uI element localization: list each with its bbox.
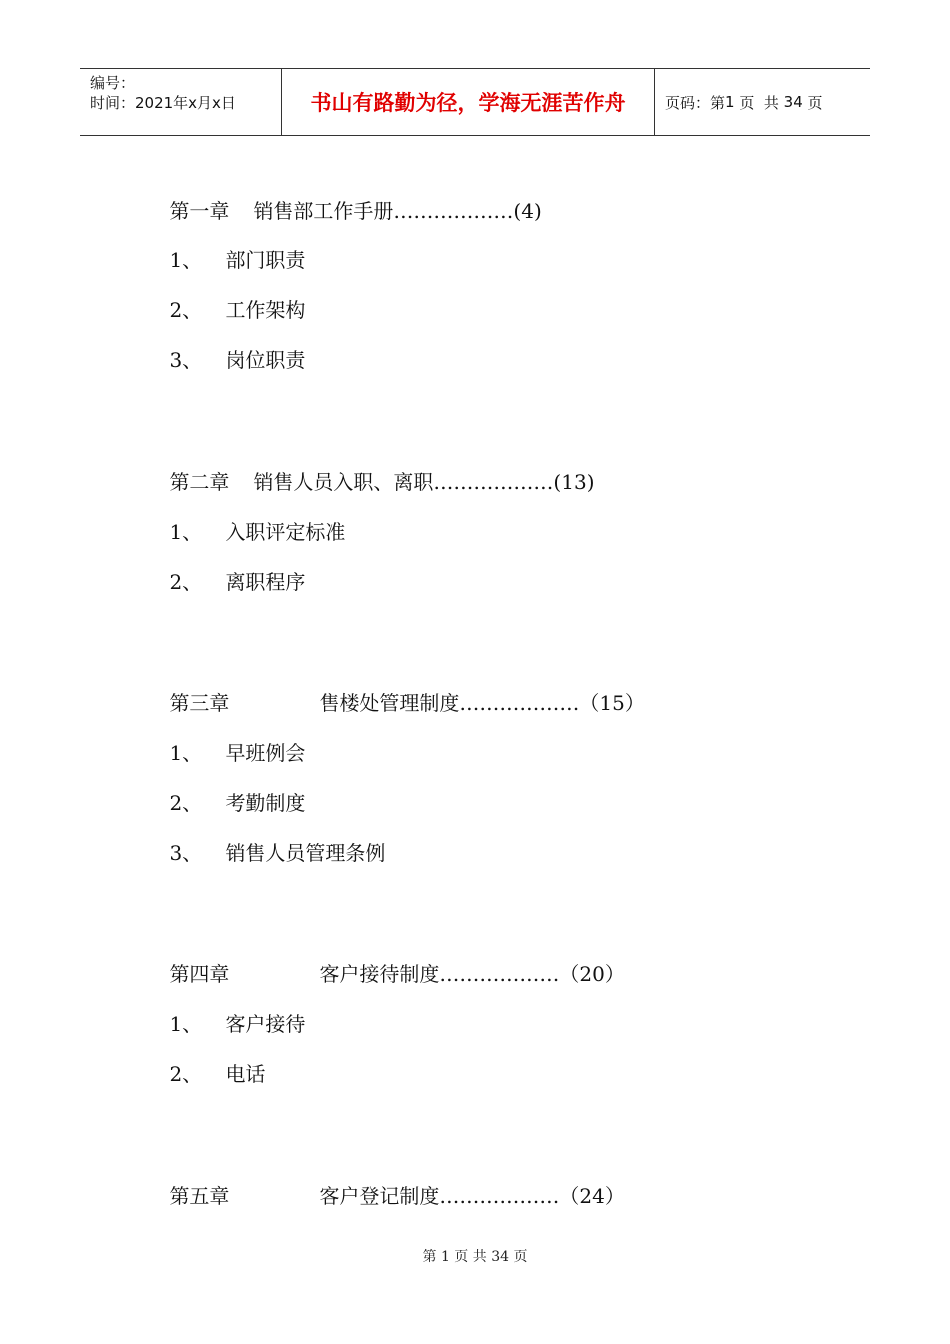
page-footer <box>0 1246 950 1266</box>
header-motto-cell <box>282 69 655 135</box>
item-text: 离职程序 <box>225 570 306 594</box>
header-meta <box>80 69 282 135</box>
item-text: 考勤制度 <box>225 791 306 815</box>
item-text: 岗位职责 <box>225 348 306 372</box>
page-label: 页码：第 <box>665 93 726 112</box>
item-number: 3、 <box>169 348 203 372</box>
item-number: 3、 <box>169 841 203 865</box>
item-text: 入职评定标准 <box>225 520 346 544</box>
footer-page-text: 第 1 页 共 34 页 <box>422 1249 528 1265</box>
item-text: 工作架构 <box>225 298 306 322</box>
chapter-title: 客户接待制度………………（20） <box>319 962 625 986</box>
chapter-label: 第二章 <box>169 470 230 494</box>
page-total: 34 <box>783 93 803 111</box>
page-mid: 页 共 <box>739 93 779 112</box>
item-number: 2、 <box>169 1062 203 1086</box>
chapter-label: 第五章 <box>169 1184 230 1208</box>
chapter-heading <box>144 1157 625 1235</box>
item-number: 1、 <box>169 1012 203 1036</box>
chapter-title: 客户登记制度………………（24） <box>319 1184 625 1208</box>
chapter-title: 售楼处管理制度………………（15） <box>319 691 645 715</box>
chapter-label: 第三章 <box>169 691 230 715</box>
item-text: 部门职责 <box>225 248 306 272</box>
motto-text: 书山有路勤为径，学海无涯苦作舟 <box>310 91 626 115</box>
item-text: 客户接待 <box>225 1012 306 1036</box>
item-number: 1、 <box>169 741 203 765</box>
list-item <box>144 814 385 892</box>
item-number: 2、 <box>169 791 203 815</box>
item-text: 电话 <box>225 1062 266 1086</box>
item-text: 早班例会 <box>225 741 306 765</box>
chapter-title: 销售人员入职、离职………………(13) <box>253 470 595 494</box>
page-number: 1 <box>725 93 735 111</box>
item-text: 销售人员管理条例 <box>225 841 386 865</box>
header-page-info <box>655 69 870 135</box>
item-number: 1、 <box>169 520 203 544</box>
page-end: 页 <box>807 93 823 112</box>
time-label: 时间：2021年x月x日 <box>90 94 236 112</box>
item-number: 1、 <box>169 248 203 272</box>
list-item <box>144 321 305 399</box>
list-item <box>144 1035 265 1113</box>
document-header <box>80 68 870 136</box>
chapter-title: 销售部工作手册………………(4) <box>253 199 542 223</box>
chapter-label: 第四章 <box>169 962 230 986</box>
item-number: 2、 <box>169 298 203 322</box>
list-item <box>144 543 305 621</box>
chapter-label: 第一章 <box>169 199 230 223</box>
item-number: 2、 <box>169 570 203 594</box>
number-label: 编号： <box>90 74 136 92</box>
